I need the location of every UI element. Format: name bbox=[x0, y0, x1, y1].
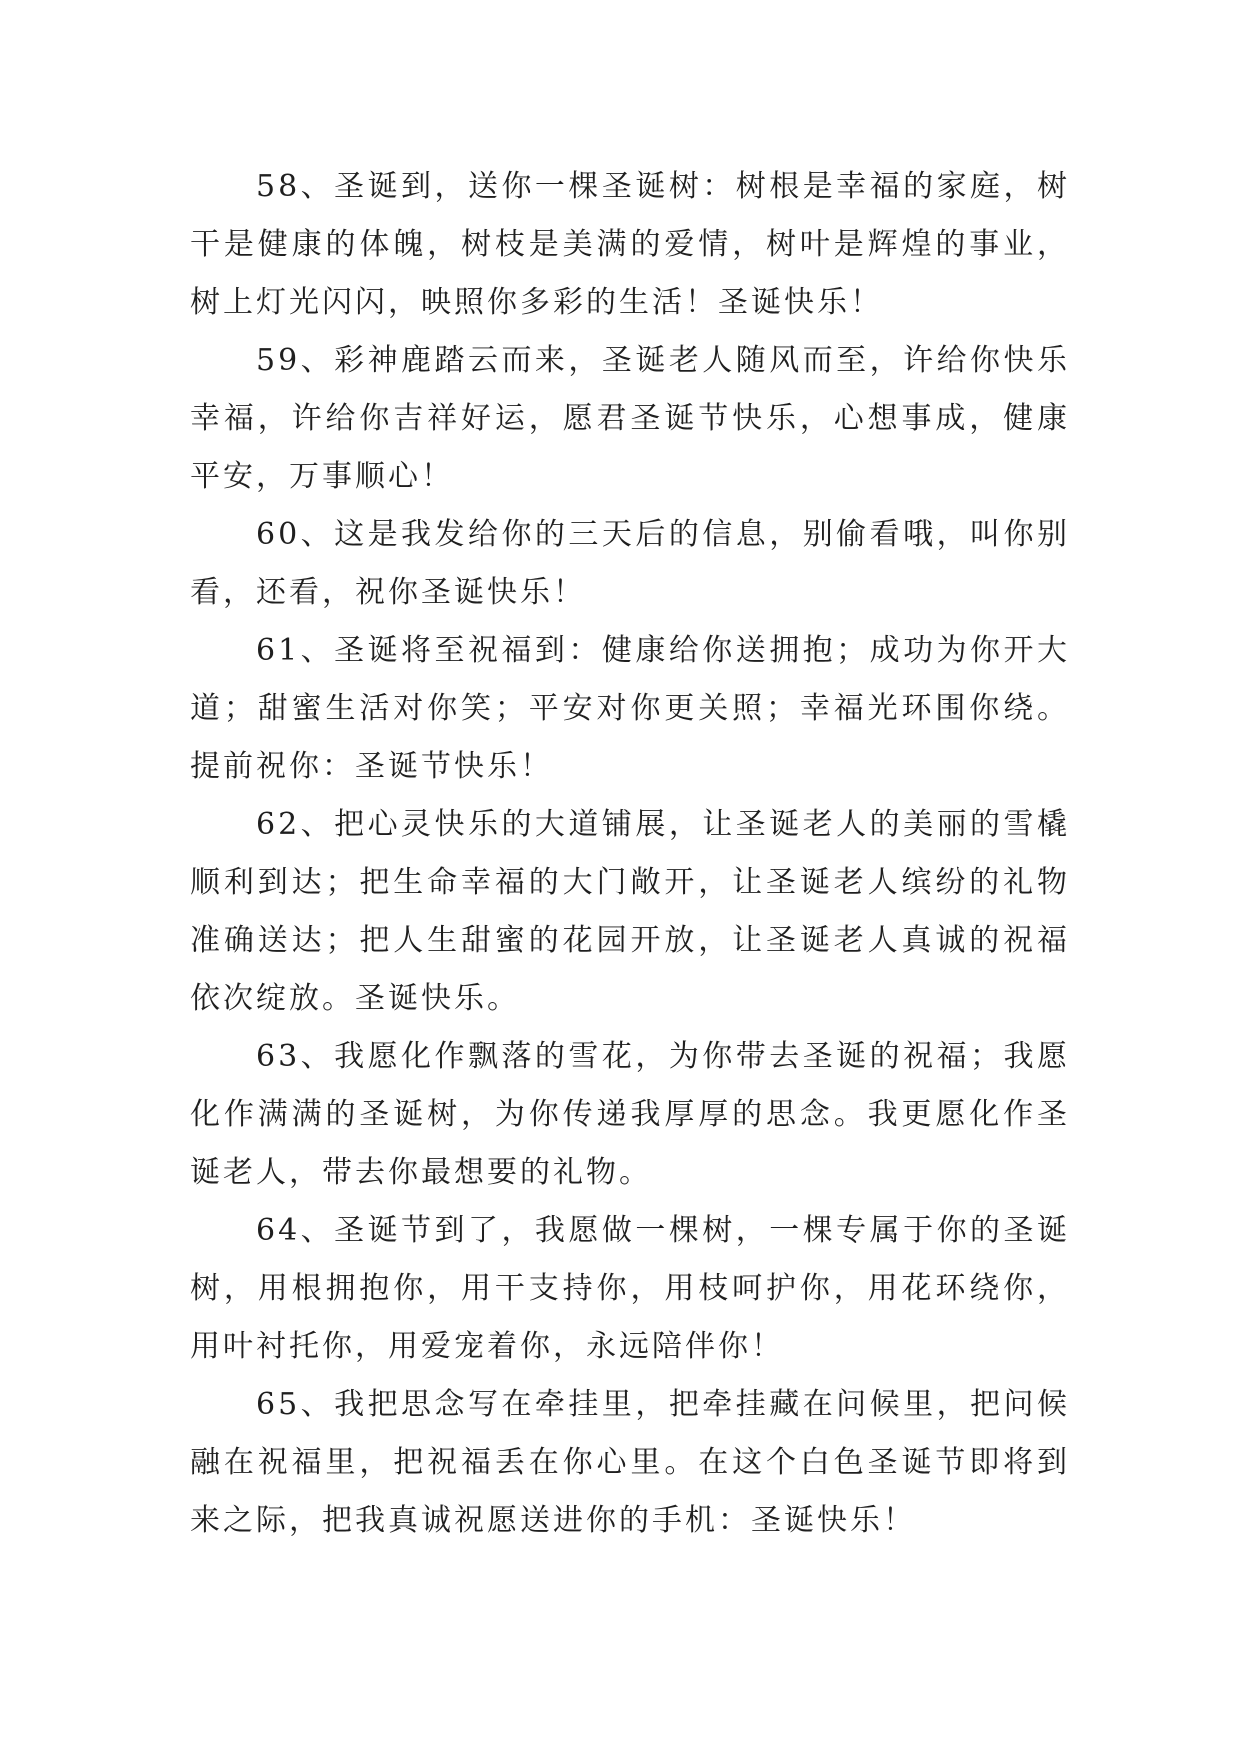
paragraph-61: 61、圣诞将至祝福到：健康给你送拥抱；成功为你开大道；甜蜜生活对你笑；平安对你更关照；幸福光环围你绕。提前祝你：圣诞节快乐！ bbox=[190, 633, 1070, 784]
body-text bbox=[190, 158, 1070, 1550]
paragraph-60: 60、这是我发给你的三天后的信息，别偷看哦，叫你别看，还看，祝你圣诞快乐！ bbox=[190, 517, 1070, 610]
paragraph-64: 64、圣诞节到了，我愿做一棵树，一棵专属于你的圣诞树，用根拥抱你，用干支持你，用枝呵护你，用花环绕你，用叶衬托你，用爱宠着你，永远陪伴你！ bbox=[190, 1213, 1070, 1364]
paragraph-59: 59、彩神鹿踏云而来，圣诞老人随风而至，许给你快乐幸福，许给你吉祥好运，愿君圣诞节快乐，心想事成，健康平安，万事顺心！ bbox=[190, 343, 1070, 494]
paragraph-58: 58、圣诞到，送你一棵圣诞树：树根是幸福的家庭，树干是健康的体魄，树枝是美满的爱情，树叶是辉煌的事业，树上灯光闪闪，映照你多彩的生活！圣诞快乐！ bbox=[190, 169, 1070, 320]
paragraph-63: 63、我愿化作飘落的雪花，为你带去圣诞的祝福；我愿化作满满的圣诞树，为你传递我厚厚的思念。我更愿化作圣诞老人，带去你最想要的礼物。 bbox=[190, 1039, 1070, 1190]
paragraph-65: 65、我把思念写在牵挂里，把牵挂藏在问候里，把问候融在祝福里，把祝福丢在你心里。在这个白色圣诞节即将到来之际，把我真诚祝愿送进你的手机：圣诞快乐！ bbox=[190, 1387, 1070, 1538]
paragraph-62: 62、把心灵快乐的大道铺展，让圣诞老人的美丽的雪橇顺利到达；把生命幸福的大门敞开，让圣诞老人缤纷的礼物准确送达；把人生甜蜜的花园开放，让圣诞老人真诚的祝福依次绽放。圣诞快乐。 bbox=[190, 807, 1070, 1016]
